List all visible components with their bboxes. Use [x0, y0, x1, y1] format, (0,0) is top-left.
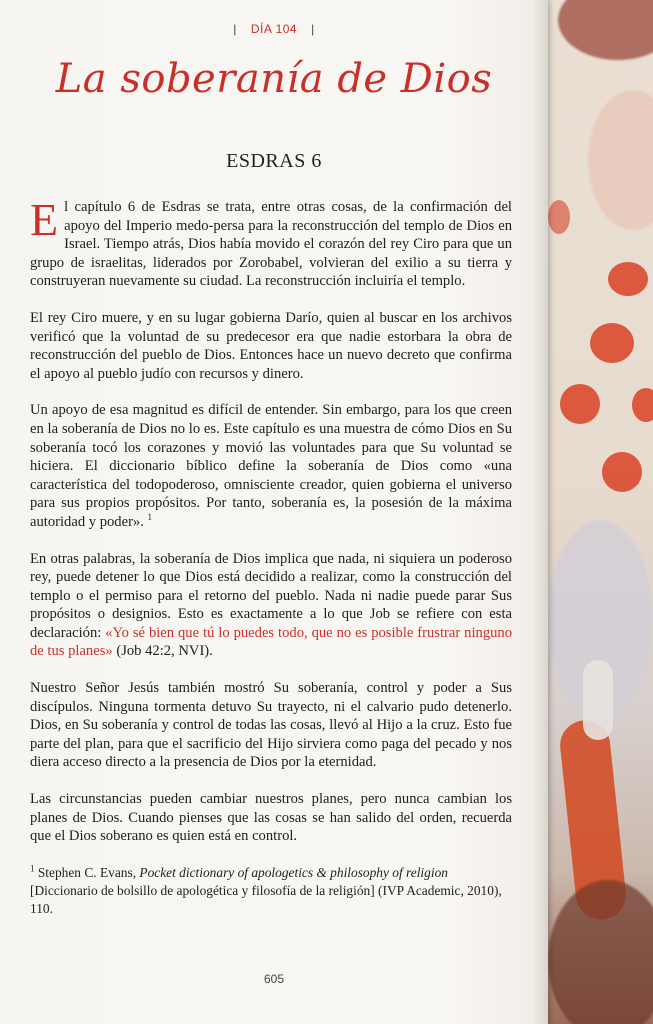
day-header: [0, 22, 548, 36]
scripture-quote: «Yo sé bien que tú lo puedes todo, que no es posible frustrar ninguno de tus planes»: [30, 624, 513, 660]
paragraph-6: Las circunstancias pueden cambiar nuestros planes, pero nunca cambian los planes de Dios. Cuando pienses que las cosas se han salido del orden, recuerda que el Dios soberano es quien está en control.: [30, 791, 512, 845]
footnote-book-title: Pocket dictionary of apologetics & philosophy of religion: [139, 865, 448, 880]
footnote-number: 1: [30, 863, 35, 874]
page-number: 605: [263, 972, 285, 986]
art-dot: [608, 262, 648, 296]
drop-cap: E: [30, 194, 59, 245]
paragraph-1-text: l capítulo 6 de Esdras se trata, entre otras cosas, de la confirmación del apoyo del Imperio medo-persa para la reconstrucción del templo de Dios en Israel. Tiempo atrás, Dios había movido el corazón del rey Ciro para que un grupo de israelitas, liderados por Zorobabel, volvieran del exilio a su tierra y construyeran nuevamente su ciudad. La reconstrucción incluiría el templo.: [30, 199, 512, 290]
footnote: [30, 864, 512, 918]
devotional-body: [30, 194, 513, 864]
art-white-streak: [583, 660, 613, 740]
paragraph-3-text: Un apoyo de esa magnitud es difícil de entender. Sin embargo, para los que creen en la soberanía de Dios no lo es. Este capítulo es una muestra de cómo Dios en Su soberanía tocó los corazones y movió las voluntades para que Su voluntad se hiciera. El diccionario bíblico define la soberanía de Dios como «una característica del todopoderoso, omnisciente creador, quien gobierna el universo para sus propios propósitos. Por tanto, soberanía es, la posesión de la máxima autoridad y poder».: [30, 402, 512, 530]
art-dot: [560, 384, 600, 424]
art-dot: [632, 388, 653, 422]
art-dot: [602, 452, 642, 492]
art-brown-wash: [558, 0, 653, 60]
paragraph-4-text: En otras palabras, la soberanía de Dios implica que nada, ni siquiera un poderoso rey, puede detener lo que Dios está decidido a realizar, como la construcción del templo o el permiso para el retorno del pueblo. Nada ni nadie puede parar Sus propósitos o designios. Esto es exactamente a lo que Job se refiere con esta declaración:: [30, 550, 512, 641]
quote-citation: (Job 42:2, NVI).: [112, 643, 213, 660]
header-divider-left: |: [233, 22, 237, 36]
header-divider-right: |: [311, 22, 315, 36]
watercolor-art-page: [548, 0, 653, 1024]
footnote-author: Stephen C. Evans,: [37, 865, 140, 880]
page-title: La soberanía de Dios: [55, 56, 493, 102]
art-pink-wash: [588, 90, 653, 230]
scripture-reference: ESDRAS 6: [226, 150, 322, 172]
footnote-marker: 1: [147, 512, 153, 523]
day-label: DÍA 104: [250, 22, 298, 36]
art-dot: [590, 323, 634, 363]
paragraph-1: [30, 194, 512, 291]
art-dark-wash: [548, 880, 653, 1024]
art-dot: [548, 200, 570, 234]
paragraph-2: El rey Ciro muere, y en su lugar gobierna Darío, quien al buscar en los archivos verificó que la voluntad de su predecesor era que nadie estorbara la obra de reconstrucción del pueblo de Dios. Entonces hace un nuevo decreto que confirma el apoyo al pueblo judío con recursos y dinero.: [30, 309, 512, 382]
paragraph-4: [30, 550, 512, 662]
footnote-details: [Diccionario de bolsillo de apologética y filosofía de la religión] (IVP Academic, 2010), 110.: [30, 883, 502, 916]
paragraph-3: [30, 401, 512, 531]
paragraph-5: Nuestro Señor Jesús también mostró Su soberanía, control y poder a Sus discípulos. Ninguna tormenta detuvo Su trayecto, ni el calvario pudo detenerlo. Dios, en Su soberanía y control de todas las cosas, llevó al Hijo a la cruz. Esto fue parte del plan, para que el sacrificio del Hijo sirviera como paga del pecado y nos diera acceso directo a la presencia de Dios por la eternidad.: [30, 680, 512, 771]
